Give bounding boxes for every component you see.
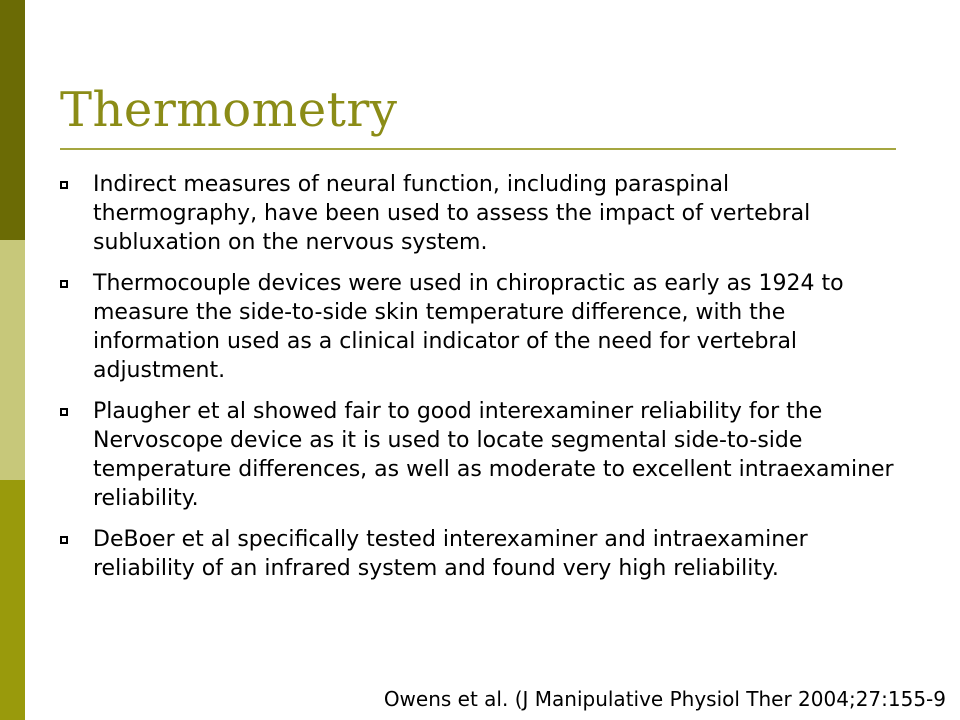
title-underline	[60, 148, 896, 150]
square-bullet-icon	[60, 181, 68, 189]
left-accent-bar-top	[0, 0, 25, 240]
square-bullet-icon	[60, 536, 68, 544]
bullet-list	[58, 170, 898, 595]
bullet-item	[58, 525, 898, 583]
bullet-text: Thermocouple devices were used in chiropractic as early as 1924 to measure the side-to-side skin temperature difference, with the information used as a clinical indicator of the need for vertebral adjustment.	[93, 271, 844, 383]
bullet-text: Indirect measures of neural function, including paraspinal thermography, have been used to assess the impact of vertebral subluxation on the nervous system.	[93, 172, 811, 255]
left-accent-bar-bottom	[0, 480, 25, 720]
bullet-text: Plaugher et al showed fair to good interexaminer reliability for the Nervoscope device as it is used to locate segmental side-to-side temperature differences, as well as moderate to excellent intraexaminer reliability.	[93, 399, 894, 511]
bullet-item	[58, 170, 898, 257]
citation-text: Owens et al. (J Manipulative Physiol Ther 2004;27:155-9	[383, 687, 946, 711]
square-bullet-icon	[60, 280, 68, 288]
left-accent-bar-middle	[0, 240, 25, 480]
bullet-item	[58, 397, 898, 513]
bullet-text: DeBoer et al specifically tested interexaminer and intraexaminer reliability of an infrared system and found very high reliability.	[93, 527, 808, 581]
bullet-item	[58, 269, 898, 385]
slide-title: Thermometry	[60, 82, 398, 138]
square-bullet-icon	[60, 408, 68, 416]
